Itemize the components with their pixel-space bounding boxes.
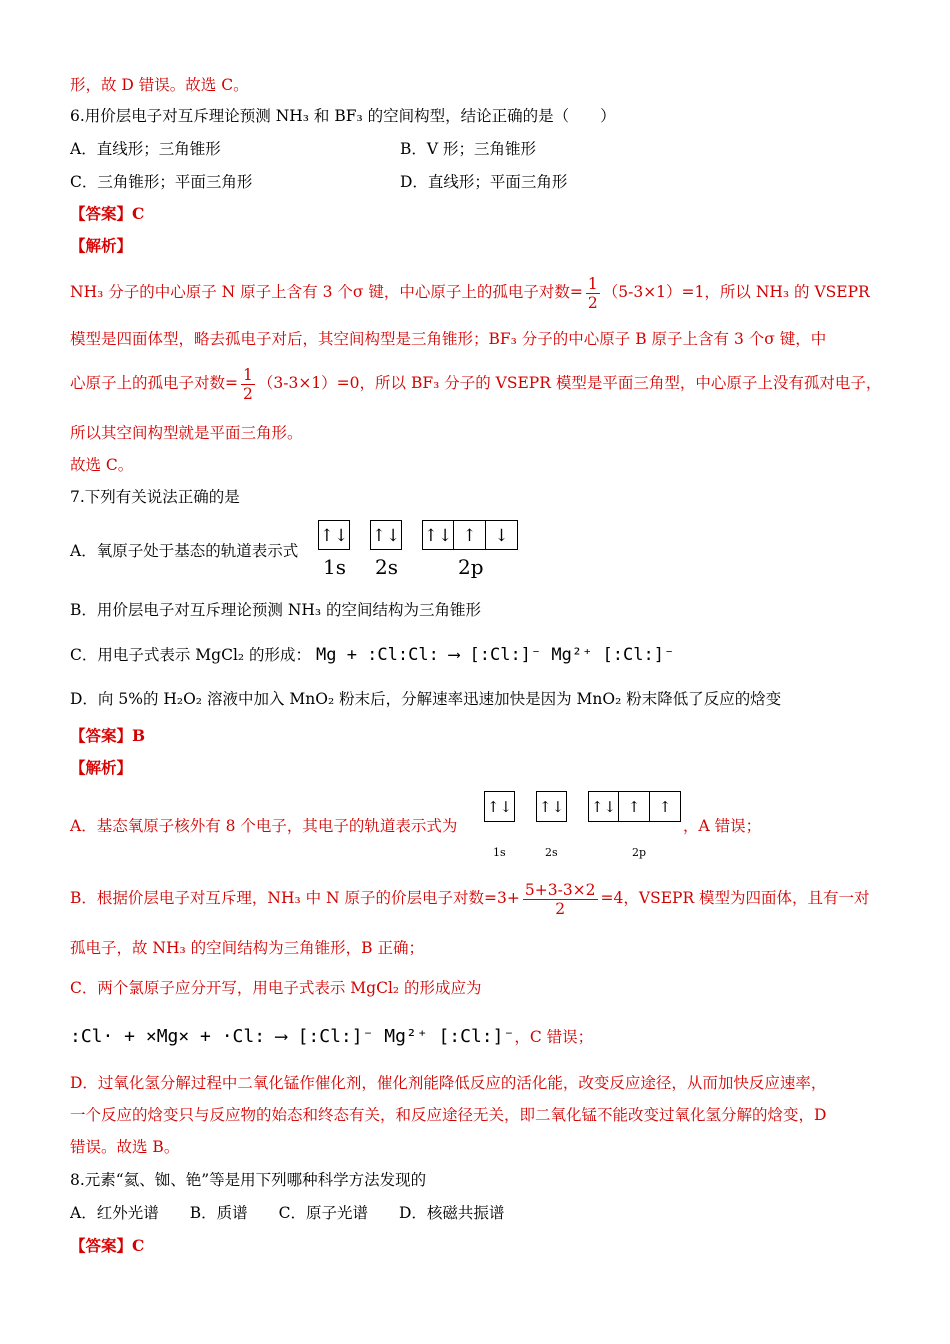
option-text: C．用电子式表示 MgCl₂ 的形成：	[70, 646, 312, 664]
q6-option-b: B．V 形；三角锥形	[400, 140, 537, 158]
prev-conclusion: 形，故 D 错误。故选 C。	[70, 76, 249, 94]
fraction-denominator: 2	[555, 899, 566, 918]
orbital-box-2p: ↑	[619, 791, 650, 822]
q6-options-row2	[70, 172, 568, 192]
electron-dot-formula: :Cl· + ×Mg× + ·Cl: ⟶ [:Cl:]⁻ Mg²⁺ [:Cl:]⁻	[70, 1026, 515, 1047]
q7-explanation-a-end: ，A 错误；	[683, 817, 762, 835]
fraction-half	[586, 275, 600, 312]
q6-option-c: C．三角锥形；平面三角形	[70, 173, 253, 191]
q6-explanation-line3	[70, 363, 881, 403]
q7-option-a: A．氧原子处于基态的轨道表示式	[70, 542, 299, 560]
orbital-box-2p: ↑	[650, 791, 681, 822]
q6-conclusion: 故选 C。	[70, 456, 134, 474]
electron-dot-formula: Mg + :Cl:Cl: ⟶ [:Cl:]⁻ Mg²⁺ [:Cl:]⁻	[315, 645, 675, 665]
question-6: 6.用价层电子对互斥理论预测 NH₃ 和 BF₃ 的空间构型，结论正确的是（ ）	[70, 107, 616, 125]
orbital-diagram-question	[318, 520, 350, 550]
q6-explanation-line4: 所以其空间构型就是平面三角形。	[70, 424, 303, 442]
explanation-text: =4，VSEPR 模型为四面体，且有一对	[600, 889, 870, 907]
orbital-box-2p: ↑↓	[588, 791, 619, 822]
orbital-box-2p: ↑	[454, 520, 486, 550]
q6-analysis-heading: 【解析】	[70, 236, 133, 255]
explanation-text: NH₃ 分子的中心原子 N 原子上含有 3 个σ 键，中心原子上的孤电子对数=	[70, 283, 583, 301]
orbital-diagram-answer	[588, 791, 681, 822]
explanation-text: B．根据价层电子对互斥理，NH₃ 中 N 原子的价层电子对数=3+	[70, 889, 520, 907]
q7-analysis-heading: 【解析】	[70, 758, 133, 777]
q7-explanation-d1: D．过氧化氢分解过程中二氧化锰作催化剂，催化剂能降低反应的活化能，改变反应途径，从而加快反应速率，	[70, 1074, 827, 1092]
orbital-diagram-answer	[536, 791, 567, 822]
q7-explanation-b	[70, 876, 870, 920]
explanation-text: （5-3×1）=1，所以 NH₃ 的 VSEPR	[602, 283, 870, 301]
orbital-box-2p: ↑↓	[422, 520, 454, 550]
orbital-box-1s: ↑↓	[318, 520, 350, 550]
q6-options-row1	[70, 139, 537, 159]
q7-explanation-a	[70, 816, 457, 836]
q7-explanation-b2: 孤电子，故 NH₃ 的空间结构为三角锥形，B 正确；	[70, 939, 424, 957]
orbital-box-2s: ↑↓	[536, 791, 567, 822]
explanation-text: 心原子上的孤电子对数=	[70, 374, 238, 392]
fraction-numerator: 5+3-3×2	[524, 880, 596, 899]
q8-options: A．红外光谱 B．质谱 C．原子光谱 D．核磁共振谱	[70, 1204, 505, 1222]
q6-option-d: D．直线形；平面三角形	[400, 173, 568, 191]
q7-explanation-c: C．两个氯原子应分开写，用电子式表示 MgCl₂ 的形成应为	[70, 979, 482, 997]
orbital-box-1s: ↑↓	[484, 791, 515, 822]
explanation-text: A．基态氧原子核外有 8 个电子，其电子的轨道表示式为	[70, 817, 458, 835]
q6-option-a: A．直线形；三角锥形	[70, 140, 221, 158]
q8-answer: 【答案】C	[70, 1236, 145, 1255]
explanation-text: ，C 错误；	[514, 1028, 594, 1046]
fraction-denominator: 2	[243, 384, 253, 403]
fraction-numerator: 1	[243, 365, 253, 384]
q7-answer: 【答案】B	[70, 726, 146, 745]
question-8: 8.元素“氦、铷、铯”等是用下列哪种科学方法发现的	[70, 1171, 427, 1189]
q7-option-d: D．向 5%的 H₂O₂ 溶液中加入 MnO₂ 粉末后，分解速率迅速加快是因为 MnO₂ 粉末降低了反应的焓变	[70, 690, 782, 708]
orbital-box-2s: ↑↓	[370, 520, 402, 550]
q6-explanation-line1	[70, 272, 870, 312]
q6-answer: 【答案】C	[70, 204, 145, 223]
q7-explanation-d3: 错误。故选 B。	[70, 1138, 180, 1156]
question-7: 7.下列有关说法正确的是	[70, 488, 240, 506]
q7-option-b: B．用价层电子对互斥理论预测 NH₃ 的空间结构为三角锥形	[70, 601, 482, 619]
fraction-half	[241, 366, 255, 403]
q7-option-c	[70, 645, 674, 665]
fraction-electron-pairs	[523, 881, 598, 918]
q7-explanation-d2: 一个反应的焓变只与反应物的始态和终态有关，和反应途径无关，即二氧化锰不能改变过氧化氢分解的焓变，D	[70, 1106, 827, 1124]
orbital-label: 2s	[375, 555, 398, 579]
orbital-label: 1s	[323, 555, 346, 579]
orbital-label: 2s	[545, 846, 558, 859]
orbital-label: 1s	[493, 846, 506, 859]
orbital-diagram-question	[370, 520, 402, 550]
orbital-diagram-answer	[484, 791, 515, 822]
orbital-label: 2p	[632, 846, 647, 859]
orbital-label: 2p	[458, 555, 484, 579]
fraction-numerator: 1	[587, 274, 598, 293]
explanation-text: （3-3×1）=0，所以 BF₃ 分子的 VSEPR 模型是平面三角型，中心原子上没有孤对电子，	[257, 374, 882, 392]
orbital-diagram-question	[422, 520, 518, 550]
fraction-denominator: 2	[587, 293, 598, 312]
q6-explanation-line2: 模型是四面体型，略去孤电子对后，其空间构型是三角锥形；BF₃ 分子的中心原子 B 原子上含有 3 个σ 键，中	[70, 330, 827, 348]
orbital-box-2p: ↓	[486, 520, 518, 550]
q7-explanation-c-formula	[70, 1027, 593, 1047]
